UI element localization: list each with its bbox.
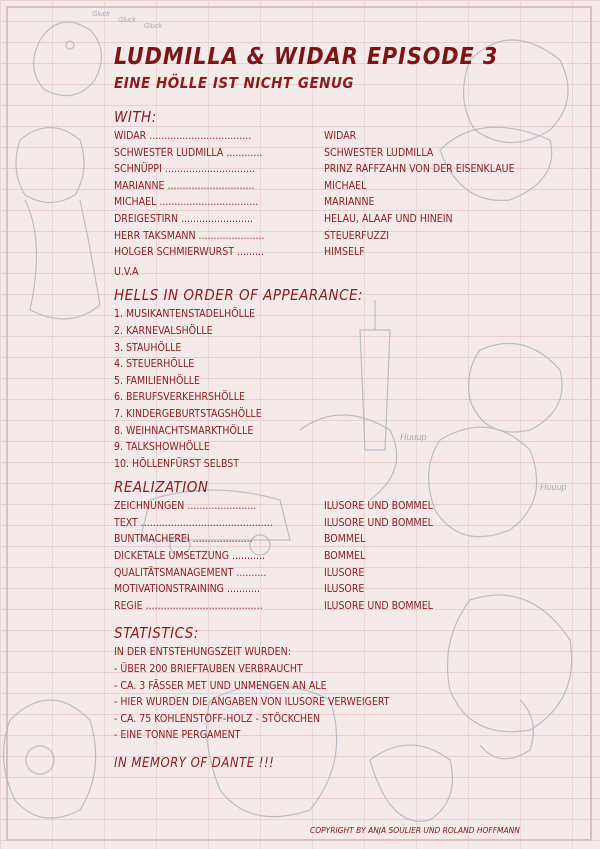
doodle-huuup-2: Huuup (540, 482, 567, 492)
copyright-notice: COPYRIGHT BY ANJA SOULIER UND ROLAND HOFFMANN (310, 826, 520, 835)
cast-row (114, 178, 584, 195)
cast-actor: STEUERFUZZI (324, 229, 390, 242)
realization-row (114, 498, 584, 515)
cast-role: HERR TAKSMANN ...................... (114, 229, 265, 242)
realization-who: ILUSORE (324, 583, 365, 596)
cast-row (114, 244, 584, 261)
cast-row (114, 194, 584, 211)
realization-row (114, 598, 584, 615)
credits-content (114, 44, 584, 773)
cast-actor: MARIANNE (324, 196, 375, 209)
statistics-item: - EINE TONNE PERGAMENT (114, 729, 241, 742)
cast-uva: U.V.A (114, 265, 139, 278)
doodle-huuup-1: Huuup (400, 432, 427, 442)
cast-actor: HIMSELF (324, 246, 365, 259)
statistics-item: - CA. 3 FÄSSER MET UND UNMENGEN AN ALE (114, 679, 327, 692)
realization-who: ILUSORE (324, 566, 365, 579)
cast-row (114, 128, 584, 145)
cast-row (114, 145, 584, 162)
hell-item: 8. WEIHNACHTSMARKTHÖLLE (114, 424, 254, 437)
cast-actor: MICHAEL (324, 179, 367, 192)
statistics-heading: STATISTICS: (114, 624, 199, 643)
realization-heading: REALIZATION (114, 478, 209, 497)
realization-role: QUALITÄTSMANAGEMENT .......... (114, 566, 267, 579)
cast-heading: WITH: (114, 108, 157, 126)
realization-row (114, 515, 584, 532)
hell-item: 7. KINDERGEBURTSTAGSHÖLLE (114, 407, 262, 420)
cast-row (114, 211, 584, 228)
realization-row (114, 581, 584, 598)
statistics-item: - HIER WURDEN DIE ANGABEN VON ILUSORE VERWEIGERT (114, 696, 390, 709)
cast-role: DREIGESTIRN ........................ (114, 212, 254, 225)
cast-actor: WIDAR (324, 130, 357, 142)
memory-line: IN MEMORY OF DANTE !!! (114, 756, 275, 771)
realization-row (114, 531, 584, 548)
statistics-intro: IN DER ENTSTEHUNGSZEIT WURDEN: (114, 646, 291, 659)
cast-actor: SCHWESTER LUDMILLA (324, 146, 434, 159)
cast-role: MARIANNE ............................. (114, 179, 255, 192)
hell-item: 5. FAMILIENHÖLLE (114, 374, 200, 387)
doodle-gluck-2: Gluck (118, 17, 136, 24)
cast-role: MICHAEL ................................. (114, 196, 259, 209)
realization-list (114, 498, 584, 614)
realization-role: ZEICHNUNGEN ....................... (114, 500, 257, 513)
hell-item: 10. HÖLLENFÜRST SELBST (114, 457, 240, 470)
statistics-item: - ÜBER 200 BRIEFTAUBEN VERBRAUCHT (114, 663, 303, 676)
cast-row (114, 228, 584, 245)
hell-item: 6. BERUFSVERKEHRSHÖLLE (114, 391, 246, 404)
cast-role: SCHNÜPPI .............................. (114, 163, 255, 176)
cast-list (114, 128, 584, 280)
hells-heading: HELLS IN ORDER OF APPEARANCE: (114, 286, 364, 305)
realization-row (114, 565, 584, 582)
hell-item: 2. KARNEVALSHÖLLE (114, 324, 213, 337)
realization-who: BOMMEL (324, 533, 366, 546)
realization-role: DICKETALE UMSETZUNG ........... (114, 550, 266, 563)
page-title: LUDMILLA & WIDAR EPISODE 3 (114, 44, 499, 70)
page-subtitle: EINE HÖLLE IST NICHT GENUG (114, 74, 354, 92)
realization-who: BOMMEL (324, 550, 366, 563)
realization-role: BUNTMACHEREI .................... (114, 533, 253, 546)
cast-actor: HELAU, ALAAF UND HINEIN (324, 212, 453, 225)
realization-role: TEXT ............................................ (114, 516, 273, 529)
cast-role: HOLGER SCHMIERWURST ......... (114, 246, 264, 259)
realization-role: MOTIVATIONSTRAINING ........... (114, 583, 260, 596)
cast-role: WIDAR .................................. (114, 130, 252, 142)
doodle-gluck-3: Gluck (144, 23, 162, 30)
realization-role: REGIE ....................................... (114, 599, 263, 612)
realization-who: ILUSORE UND BOMMEL (324, 599, 433, 612)
hell-item: 3. STAUHÖLLE (114, 341, 182, 354)
hell-item: 4. STEUERHÖLLE (114, 358, 195, 371)
hell-item: 9. TALKSHOWHÖLLE (114, 441, 210, 454)
hells-list (114, 306, 584, 472)
doodle-gluck-1: Gluck (92, 11, 110, 18)
hell-item: 1. MUSIKANTENSTADELHÖLLE (114, 308, 256, 321)
statistics-list (114, 661, 584, 744)
cast-row (114, 161, 584, 178)
cast-role: SCHWESTER LUDMILLA ............ (114, 146, 263, 159)
realization-row (114, 548, 584, 565)
realization-who: ILUSORE UND BOMMEL (324, 500, 433, 513)
realization-who: ILUSORE UND BOMMEL (324, 516, 433, 529)
statistics-item: - CA. 75 KOHLENSTOFF-HOLZ - STÖCKCHEN (114, 712, 321, 725)
cast-actor: PRINZ RAFFZAHN VON DER EISENKLAUE (324, 163, 515, 176)
